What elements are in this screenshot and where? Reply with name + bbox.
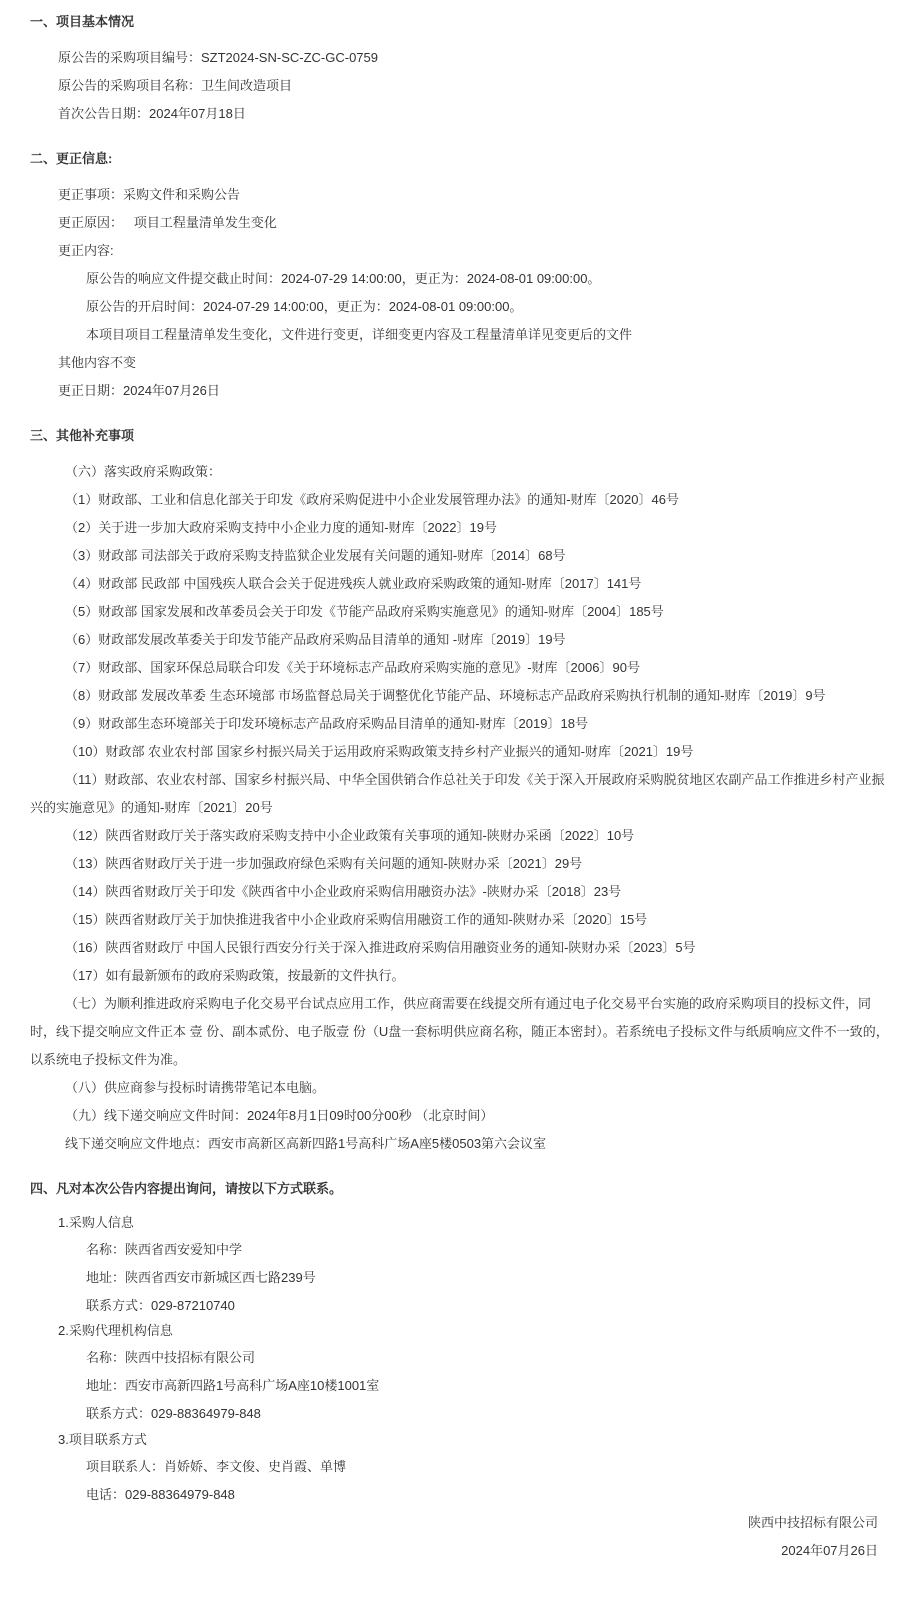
section-3-title: 三、其他补充事项	[30, 428, 135, 443]
correction-reason: 更正原因： 项目工程量清单发生变化	[58, 215, 277, 230]
project-contact-people: 项目联系人：肖娇娇、李文俊、史肖霞、单博	[86, 1459, 347, 1474]
policy-item: （11）财政部、农业农村部、国家乡村振兴局、中华全国供销合作总社关于印发《关于深入开展政府采购脱贫地区农副产品工作推进乡村产业振兴的实施意见》的通知-财库〔2021〕20号	[30, 772, 885, 815]
policy-item: （17）如有最新颁布的政府采购政策，按最新的文件执行。	[65, 968, 405, 983]
project-number: 原公告的采购项目编号：SZT2024-SN-SC-ZC-GC-0759	[58, 50, 378, 65]
signature-date: 2024年07月26日	[781, 1543, 878, 1558]
purchaser-contact: 联系方式：029-87210740	[86, 1298, 235, 1313]
project-contact-label: 3.项目联系方式	[58, 1432, 147, 1447]
agency-address: 地址：西安市高新四路1号高科广场A座10楼1001室	[86, 1378, 380, 1393]
correction-date: 更正日期：2024年07月26日	[58, 383, 220, 398]
section-2-title: 二、更正信息:	[30, 151, 113, 166]
agency-contact: 联系方式：029-88364979-848	[86, 1406, 261, 1421]
purchaser-address: 地址：陕西省西安市新城区西七路239号	[86, 1270, 316, 1285]
policy-item: （4）财政部 民政部 中国残疾人联合会关于促进残疾人就业政府采购政策的通知-财库〔2017〕141号	[65, 576, 642, 591]
offline-submission-place: 线下递交响应文件地点：西安市高新区高新四路1号高科广场A座5楼0503第六会议室	[65, 1136, 547, 1151]
laptop-note: （八）供应商参与投标时请携带笔记本电脑。	[65, 1080, 326, 1095]
correction-item: 更正事项：采购文件和采购公告	[58, 187, 241, 202]
correction-content-item: 原公告的开启时间：2024-07-29 14:00:00，更正为：2024-08-01 09:00:00。	[86, 299, 523, 314]
correction-content-item: 本项目项目工程量清单发生变化，文件进行变更，详细变更内容及工程量清单详见变更后的文件	[86, 327, 633, 342]
policy-item: （16）陕西省财政厅 中国人民银行西安分行关于深入推进政府采购信用融资业务的通知-陕财办采〔2023〕5号	[65, 940, 696, 955]
purchaser-info-label: 1.采购人信息	[58, 1215, 134, 1230]
policy-heading: （六）落实政府采购政策：	[65, 464, 222, 479]
other-content-unchanged: 其他内容不变	[58, 355, 137, 370]
policy-item: （9）财政部生态环境部关于印发环境标志产品政府采购品目清单的通知-财库〔2019〕18号	[65, 716, 588, 731]
policy-item: （5）财政部 国家发展和改革委员会关于印发《节能产品政府采购实施意见》的通知-财库〔2004〕185号	[65, 604, 664, 619]
policy-item: （14）陕西省财政厅关于印发《陕西省中小企业政府采购信用融资办法》-陕财办采〔2018〕23号	[65, 884, 622, 899]
agency-info-label: 2.采购代理机构信息	[58, 1323, 173, 1338]
policy-item: （8）财政部 发展改革委 生态环境部 市场监督总局关于调整优化节能产品、环境标志产品政府采购执行机制的通知-财库〔2019〕9号	[65, 688, 826, 703]
policy-item: （12）陕西省财政厅关于落实政府采购支持中小企业政策有关事项的通知-陕财办采函〔2022〕10号	[65, 828, 635, 843]
first-announcement-date: 首次公告日期：2024年07月18日	[58, 106, 246, 121]
policy-item: （3）财政部 司法部关于政府采购支持监狱企业发展有关问题的通知-财库〔2014〕68号	[65, 548, 566, 563]
section-4-title: 四、凡对本次公告内容提出询问，请按以下方式联系。	[30, 1181, 343, 1196]
electronic-bidding-note: （七）为顺利推进政府采购电子化交易平台试点应用工作，供应商需要在线提交所有通过电子化交易平台实施的政府采购项目的投标文件，同时，线下提交响应文件正本 壹 份、副本贰份、电子版壹 份（U盘一套标明供应商名称，随正本密封）。若系统电子投标文件与纸质响应文件不一致的，以系统电子投标文件为准。	[30, 996, 889, 1067]
section-1-title: 一、项目基本情况	[30, 14, 135, 29]
purchaser-name: 名称：陕西省西安爱知中学	[86, 1242, 243, 1257]
project-contact-phone: 电话：029-88364979-848	[86, 1487, 235, 1502]
policy-item: （7）财政部、国家环保总局联合印发《关于环境标志产品政府采购实施的意见》-财库〔2006〕90号	[65, 660, 640, 675]
correction-content-item: 原公告的响应文件提交截止时间：2024-07-29 14:00:00，更正为：2024-08-01 09:00:00。	[86, 271, 601, 286]
policy-item: （6）财政部发展改革委关于印发节能产品政府采购品目清单的通知 -财库〔2019〕19号	[65, 632, 566, 647]
policy-item: （15）陕西省财政厅关于加快推进我省中小企业政府采购信用融资工作的通知-陕财办采〔2020〕15号	[65, 912, 648, 927]
agency-name: 名称：陕西中技招标有限公司	[86, 1350, 256, 1365]
offline-submission-time: （九）线下递交响应文件时间：2024年8月1日09时00分00秒 （北京时间）	[65, 1108, 494, 1123]
correction-content-label: 更正内容:	[58, 243, 114, 258]
project-name: 原公告的采购项目名称：卫生间改造项目	[58, 78, 293, 93]
policy-item: （1）财政部、工业和信息化部关于印发《政府采购促进中小企业发展管理办法》的通知-财库〔2020〕46号	[65, 492, 679, 507]
signature-company: 陕西中技招标有限公司	[747, 1515, 878, 1530]
policy-item: （13）陕西省财政厅关于进一步加强政府绿色采购有关问题的通知-陕财办采〔2021〕29号	[65, 856, 583, 871]
policy-item: （10）财政部 农业农村部 国家乡村振兴局关于运用政府采购政策支持乡村产业振兴的通知-财库〔2021〕19号	[65, 744, 694, 759]
policy-item: （2）关于进一步加大政府采购支持中小企业力度的通知-财库〔2022〕19号	[65, 520, 497, 535]
